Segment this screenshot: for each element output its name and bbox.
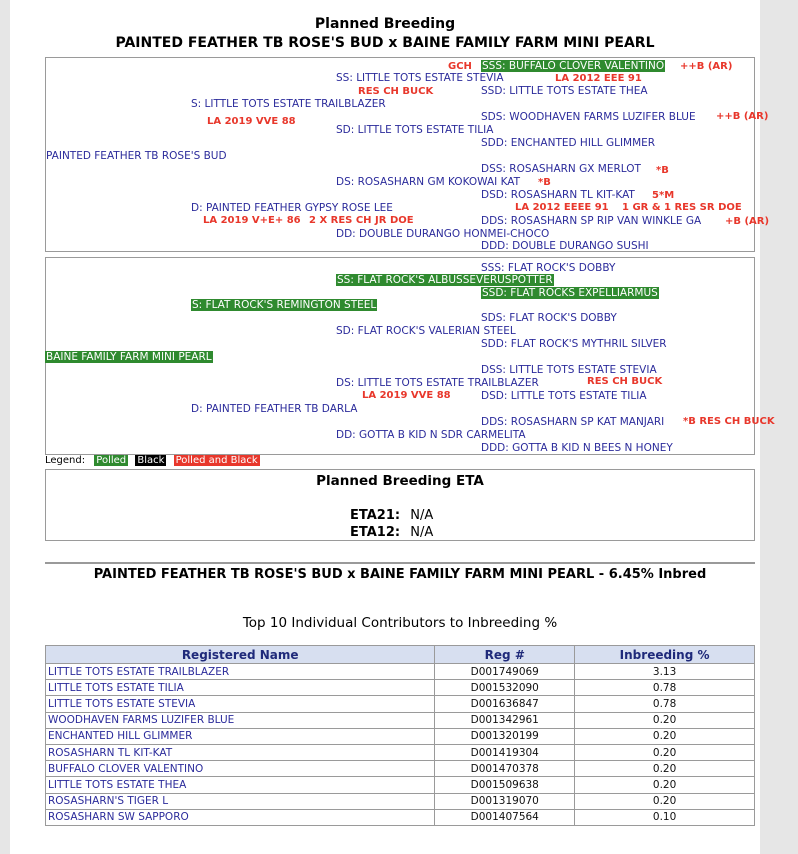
row-pct: 0.10: [575, 809, 755, 825]
sire-sss-suffix: ++B (AR): [680, 61, 733, 72]
sire-sds[interactable]: SDS: WOODHAVEN FARMS LUZIFER BLUE: [481, 111, 696, 123]
legend-polled-black: Polled and Black: [175, 455, 258, 466]
table-row: [46, 712, 755, 728]
eta21-row: [350, 508, 433, 523]
dam-s[interactable]: S: FLAT ROCK'S REMINGTON STEEL: [192, 299, 377, 311]
row-reg: D001319070: [435, 793, 575, 809]
sire-dsd[interactable]: DSD: ROSASHARN TL KIT-KAT: [481, 189, 635, 201]
dam-dd[interactable]: DD: GOTTA B KID N SDR CARMELITA: [336, 429, 526, 441]
eta12-row: [350, 525, 433, 540]
table-row: [46, 793, 755, 809]
table-row: [46, 680, 755, 696]
row-pct: 0.20: [575, 761, 755, 777]
eta12-value: N/A: [410, 525, 434, 540]
sire-ssd[interactable]: SSD: LITTLE TOTS ESTATE THEA: [481, 85, 648, 97]
table-row: [46, 777, 755, 793]
sire-sdd[interactable]: SDD: ENCHANTED HILL GLIMMER: [481, 137, 656, 149]
sire-ss-award: RES CH BUCK: [358, 86, 434, 97]
sire-s[interactable]: S: LITTLE TOTS ESTATE TRAILBLAZER: [191, 98, 386, 110]
row-name[interactable]: LITTLE TOTS ESTATE TRAILBLAZER: [46, 664, 435, 680]
row-name[interactable]: ROSASHARN SW SAPPORO: [46, 809, 435, 825]
row-reg: D001749069: [435, 664, 575, 680]
table-row: [46, 696, 755, 712]
sire-ds[interactable]: DS: ROSASHARN GM KOKOWAI KAT: [336, 176, 521, 188]
row-name[interactable]: BUFFALO CLOVER VALENTINO: [46, 761, 435, 777]
sire-dds-suffix: +B (AR): [725, 216, 770, 227]
sss-gch-award: GCH: [448, 61, 472, 72]
eta21-label: ETA21:: [350, 508, 401, 523]
dam-dsd[interactable]: DSD: LITTLE TOTS ESTATE TILIA: [481, 390, 647, 402]
inbreeding-subtitle: Top 10 Individual Contributors to Inbreeding %: [242, 615, 558, 631]
dam-dds-suffix: *B RES CH BUCK: [683, 416, 775, 427]
legend: [45, 454, 260, 467]
row-reg: D001320199: [435, 728, 575, 744]
row-reg: D001470378: [435, 761, 575, 777]
row-reg: D001419304: [435, 744, 575, 760]
dam-sd[interactable]: SD: FLAT ROCK'S VALERIAN STEEL: [336, 325, 516, 337]
sire-dsd-award1: LA 2012 EEEE 91: [515, 202, 609, 213]
sire-ds-suffix: *B: [538, 177, 551, 188]
page-title: Planned Breeding: [314, 16, 456, 32]
col-reg-number: Reg #: [435, 646, 575, 664]
row-name[interactable]: ROSASHARN TL KIT-KAT: [46, 744, 435, 760]
sire-dds[interactable]: DDS: ROSASHARN SP RIP VAN WINKLE GA: [481, 215, 702, 227]
sire-sss[interactable]: SSS: BUFFALO CLOVER VALENTINO: [482, 60, 665, 72]
dam-sds[interactable]: SDS: FLAT ROCK'S DOBBY: [481, 312, 617, 324]
sire-dss-suffix: *B: [656, 165, 669, 176]
table-row: [46, 809, 755, 825]
row-reg: D001532090: [435, 680, 575, 696]
row-name[interactable]: LITTLE TOTS ESTATE THEA: [46, 777, 435, 793]
dam-d[interactable]: D: PAINTED FEATHER TB DARLA: [191, 403, 358, 415]
legend-label: Legend:: [45, 455, 86, 466]
sire-dd[interactable]: DD: DOUBLE DURANGO HONMEI-CHOCO: [336, 228, 550, 240]
legend-black: Black: [137, 455, 165, 466]
dam-ds[interactable]: DS: LITTLE TOTS ESTATE TRAILBLAZER: [336, 377, 539, 389]
row-pct: 0.78: [575, 680, 755, 696]
row-name[interactable]: ENCHANTED HILL GLIMMER: [46, 728, 435, 744]
inbreeding-title: PAINTED FEATHER TB ROSE'S BUD x BAINE FAMILY FARM MINI PEARL - 6.45% Inbred: [93, 567, 707, 582]
row-name[interactable]: WOODHAVEN FARMS LUZIFER BLUE: [46, 712, 435, 728]
inbreeding-table: [45, 645, 755, 826]
dam-ss[interactable]: SS: FLAT ROCK'S ALBUSSEVERUSPOTTER: [337, 274, 553, 286]
dam-dss[interactable]: DSS: LITTLE TOTS ESTATE STEVIA: [481, 364, 657, 376]
eta21-value: N/A: [410, 508, 434, 523]
sire-dsd-award2: 1 GR & 1 RES SR DOE: [622, 202, 742, 213]
row-pct: 0.20: [575, 712, 755, 728]
sire-dss[interactable]: DSS: ROSASHARN GX MERLOT: [481, 163, 641, 175]
sire-d-award2: 2 X RES CH JR DOE: [309, 215, 414, 226]
table-header-row: [46, 646, 755, 664]
dam-ds-award1: RES CH BUCK: [587, 376, 663, 387]
row-reg: D001407564: [435, 809, 575, 825]
row-pct: 3.13: [575, 664, 755, 680]
row-pct: 0.20: [575, 793, 755, 809]
dam-ddd[interactable]: DDD: GOTTA B KID N BEES N HONEY: [481, 442, 673, 454]
sire-ddd[interactable]: DDD: DOUBLE DURANGO SUSHI: [481, 240, 649, 252]
row-name[interactable]: LITTLE TOTS ESTATE STEVIA: [46, 696, 435, 712]
eta12-label: ETA12:: [350, 525, 401, 540]
row-pct: 0.20: [575, 777, 755, 793]
sire-sd[interactable]: SD: LITTLE TOTS ESTATE TILIA: [336, 124, 494, 136]
row-reg: D001636847: [435, 696, 575, 712]
row-pct: 0.20: [575, 728, 755, 744]
sire-ss[interactable]: SS: LITTLE TOTS ESTATE STEVIA: [336, 72, 504, 84]
row-name[interactable]: LITTLE TOTS ESTATE TILIA: [46, 680, 435, 696]
table-row: [46, 761, 755, 777]
sire-dsd-suffix: 5*M: [652, 190, 675, 201]
table-row: [46, 744, 755, 760]
breeding-pair-title: PAINTED FEATHER TB ROSE'S BUD x BAINE FAMILY FARM MINI PEARL: [115, 35, 655, 51]
eta-title: Planned Breeding ETA: [316, 473, 484, 489]
sire-subject[interactable]: PAINTED FEATHER TB ROSE'S BUD: [46, 150, 227, 162]
sire-sss-award: LA 2012 EEE 91: [555, 73, 642, 84]
dam-sss[interactable]: SSS: FLAT ROCK'S DOBBY: [481, 262, 616, 274]
row-reg: D001509638: [435, 777, 575, 793]
row-name[interactable]: ROSASHARN'S TIGER L: [46, 793, 435, 809]
sire-d[interactable]: D: PAINTED FEATHER GYPSY ROSE LEE: [191, 202, 393, 214]
row-pct: 0.78: [575, 696, 755, 712]
dam-subject[interactable]: BAINE FAMILY FARM MINI PEARL: [46, 351, 212, 363]
dam-dds[interactable]: DDS: ROSASHARN SP KAT MANJARI: [481, 416, 665, 428]
row-pct: 0.20: [575, 744, 755, 760]
sire-sds-suffix: ++B (AR): [716, 111, 769, 122]
col-registered-name: Registered Name: [46, 646, 435, 664]
section-divider: [45, 562, 755, 564]
dam-ssd[interactable]: SSD: FLAT ROCKS EXPELLIARMUS: [482, 287, 658, 299]
dam-sdd[interactable]: SDD: FLAT ROCK'S MYTHRIL SILVER: [481, 338, 667, 350]
table-row: [46, 664, 755, 680]
sire-d-award1: LA 2019 V+E+ 86: [203, 215, 301, 226]
legend-polled: Polled: [96, 455, 127, 466]
sire-s-award: LA 2019 VVE 88: [207, 116, 296, 127]
row-reg: D001342961: [435, 712, 575, 728]
table-row: [46, 728, 755, 744]
dam-ds-award2: LA 2019 VVE 88: [362, 390, 451, 401]
col-inbreeding-pct: Inbreeding %: [575, 646, 755, 664]
page: [10, 0, 775, 854]
